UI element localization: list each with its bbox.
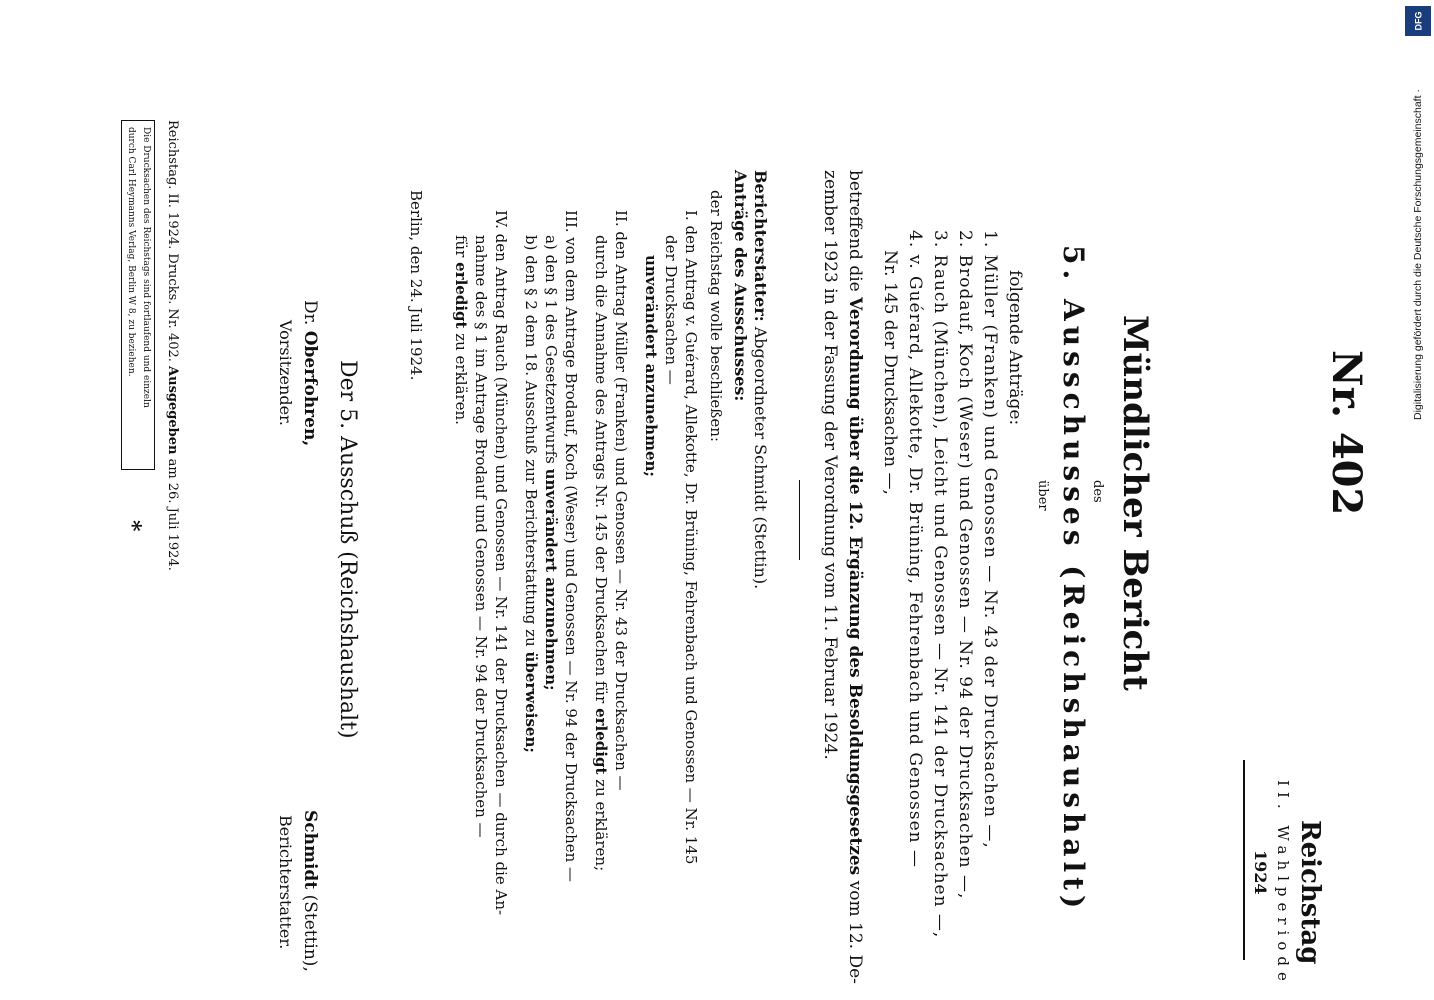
concerning-line-1: betreffend die Verordnung über die 12. Ergänzung des Besoldungsgesetzes vom 12. De- [845,170,865,984]
item-iv-line-1: IV. den Antrag Rauch (München) und Genossen — Nr. 141 der Drucksachen — durch die An- [492,210,510,916]
report-title: Mündlicher Bericht [1115,315,1155,691]
chair-signature: Dr. Oberfohren, [300,300,320,447]
dfg-logo-icon: DFG [1405,6,1431,36]
side-note-text: Digitalisierung gefördert durch die Deutsche Forschungsgemeinschaft · [1412,89,1424,420]
intro-text: folgende Anträge: [1005,270,1025,426]
footer-box: Die Drucksachen des Reichstags sind fortlaufend und einzeln durch Carl Heymanns Verlag, Berlin W 8, zu beziehen. [121,120,155,470]
item-iii-line-1: III. von dem Antrage Brodauf, Koch (Weser) und Genossen — Nr. 94 der Drucksachen — [562,210,580,883]
title-des: des [1090,480,1105,503]
place-date: Berlin, den 24. Juli 1924. [407,190,425,381]
item-i-line-1: I. den Antrag v. Guérard, Allekotte, Dr. Brüning, Fehrenbach und Genossen — Nr. 145 [682,210,700,865]
item-ii-line-2: durch die Annahme des Antrags Nr. 145 der Drucksachen für erledigt zu erklären; [592,235,610,872]
item-iv-line-3: für erledigt zu erklären. [452,235,470,425]
motion-4: 4. v. Guérard, Allekotte, Dr. Brüning, Fehrenbach und Genossen — [905,230,925,869]
year: 1924 [1251,850,1270,895]
item-iii-line-2: a) den § 1 des Gesetzentwurfs unverändert anzunehmen; [542,235,560,691]
legislative-period: II. Wahlperiode [1274,780,1292,987]
parliament-name: Reichstag [1295,820,1325,965]
motion-3: 3. Rauch (München), Leicht und Genossen — Nr. 141 der Drucksachen —, [930,230,950,939]
resolve-text: der Reichstag wolle beschließen: [707,190,725,442]
header-rule [1243,760,1245,960]
motion-4-cont: Nr. 145 der Drucksachen —, [880,250,900,495]
star-mark: * [119,520,145,532]
document-number: Nr. 402 [1323,350,1370,516]
motion-1: 1. Müller (Franken) und Genossen — Nr. 43 der Drucksachen —, [980,230,1000,849]
concerning-line-2: zember 1923 in der Fassung der Verordnung vom 11. Februar 1924. [820,170,840,760]
motion-2: 2. Brodauf, Koch (Weser) und Genossen — Nr. 94 der Drucksachen —, [955,230,975,900]
document-page [30,20,1410,987]
chair-role: Vorsitzender. [276,320,295,427]
separator-rule [799,480,800,560]
item-ii-line-1: II. den Antrag Müller (Franken) und Genossen — Nr. 43 der Drucksachen — [612,210,630,791]
committee-title: 5. Ausschusses (Reichshaushalt) [1057,245,1090,914]
title-ueber: über [1035,480,1050,511]
footer-line: Reichstag. II. 1924. Drucks. Nr. 402. Ausgegeben am 26. Juli 1924. [165,120,180,571]
reporter-line: Berichterstatter: Abgeordneter Schmidt (Stettin). [751,170,770,590]
reporter-signature: Schmidt (Stettin), [300,810,320,972]
committee-name: Der 5. Ausschuß (Reichshaushalt) [335,360,360,739]
side-note [1406,40,1430,420]
item-iv-line-2: nahme des § 1 im Antrage Brodauf und Genossen — Nr. 94 der Drucksachen — [472,235,490,838]
reporter-role: Berichterstatter. [276,815,295,950]
item-i-line-3: unverändert anzunehmen; [642,255,660,477]
item-i-line-2: der Drucksachen — [662,235,680,385]
item-iii-line-3: b) den § 2 dem 18. Ausschuß zur Berichterstattung zu überweisen; [522,235,540,753]
proposals-heading: Anträge des Ausschusses: [731,170,750,402]
